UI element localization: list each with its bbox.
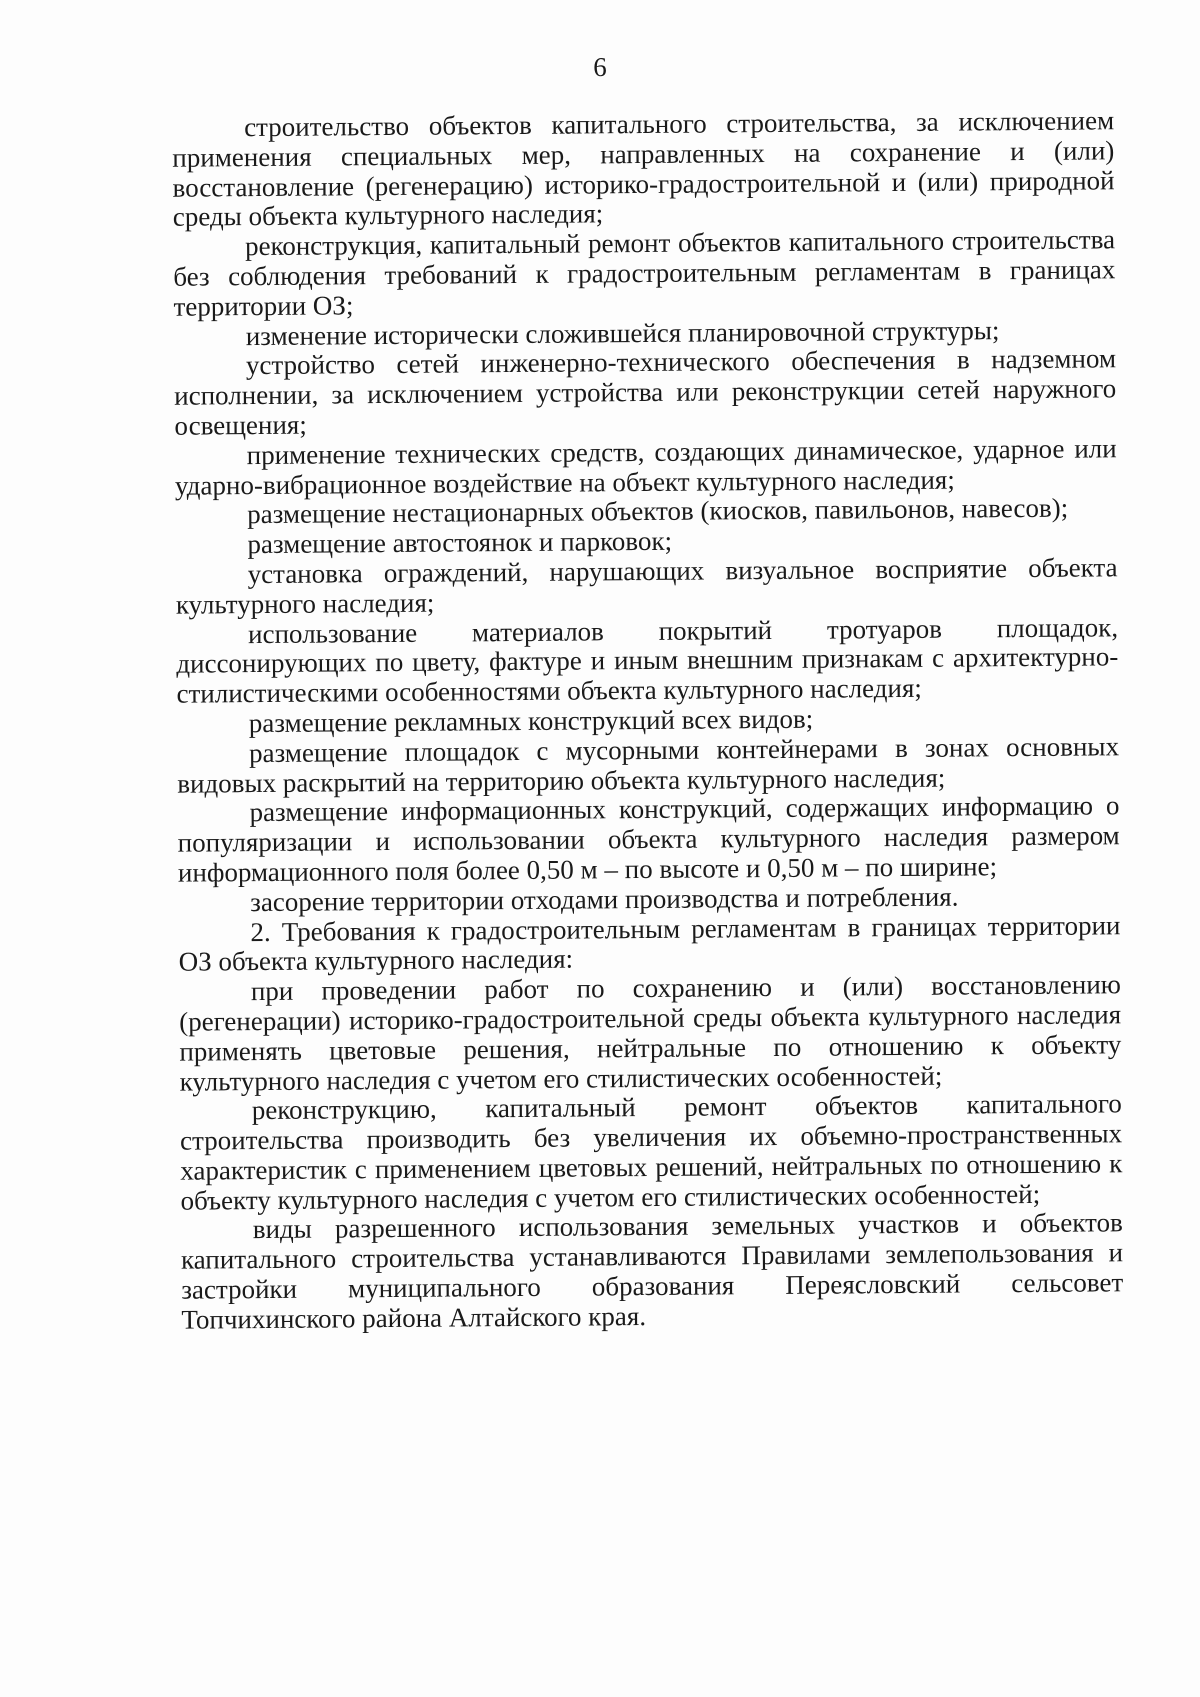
- paragraph: засорение территории отходами производства и потребления.: [250, 881, 959, 917]
- paragraph: применение технических средств, создающих динамическое, ударное или ударно-вибрационное воздействие на объект культурного наследия;: [174, 433, 1117, 501]
- paragraph: устройство сетей инженерно-технического обеспечения в надземном исполнении, за исключением устройства или реконструкции сетей наружного освещения;: [174, 343, 1117, 441]
- paragraph: строительство объектов капитального строительства, за исключением применения специальных мер, направленных на сохранение и (или) восстановление (регенерацию) историко-градостроительной и (или) природной среды объекта культурного наследия;: [172, 105, 1115, 233]
- paragraph: изменение исторически сложившейся планировочной структуры;: [245, 314, 1000, 351]
- paragraph: виды разрешенного использования земельных участков и объектов капитального строительства устанавливаются Правилами землепользования и застройки муниципального образования Переясловский сельсовет Топчихинского района Алтайского края.: [180, 1207, 1124, 1335]
- paragraph: размещение информационных конструкций, содержащих информацию о популяризации и использовании объекта культурного наследия размером информационного поля более 0,50 м – по высоте и 0,50 м – по ширине;: [177, 790, 1120, 888]
- document-body: [172, 106, 1124, 1335]
- section-heading-paragraph: 2. Требования к градостроительным регламентам в границах территории ОЗ объекта культурного наследия:: [178, 909, 1121, 977]
- paragraph: размещение рекламных конструкций всех видов;: [248, 703, 814, 739]
- paragraph: при проведении работ по сохранению и (или) восстановлению (регенерации) историко-градостроительной среды объекта культурного наследия применять цветовые решения, нейтральные по отношению к объекту культурного наследия с учетом его стилистических особенностей;: [179, 969, 1122, 1097]
- paragraph: размещение автостоянок и парковок;: [247, 525, 673, 560]
- paragraph: реконструкцию, капитальный ремонт объектов капитального строительства производить без увеличения их объемно-пространственных характеристик с применением цветовых решений, нейтральных по отношению к объекту культурного наследия с учетом его стилистических особенностей;: [179, 1088, 1123, 1216]
- paragraph: реконструкция, капитальный ремонт объектов капитального строительства без соблюдения требований к градостроительным регламентам в границах территории ОЗ;: [173, 224, 1116, 322]
- paragraph: размещение нестационарных объектов (киосков, павильонов, навесов);: [247, 493, 1069, 530]
- page-number: 6: [593, 52, 607, 82]
- paragraph: использование материалов покрытий тротуаров площадок, диссонирующих по цвету, фактуре и иным внешним признакам с архитектурно-стилистическими особенностями объекта культурного наследия;: [176, 611, 1119, 709]
- paragraph: установка ограждений, нарушающих визуальное восприятие объекта культурного наследия;: [175, 552, 1118, 620]
- paragraph: размещение площадок с мусорными контейнерами в зонах основных видовых раскрытий на территорию объекта культурного наследия;: [177, 731, 1120, 799]
